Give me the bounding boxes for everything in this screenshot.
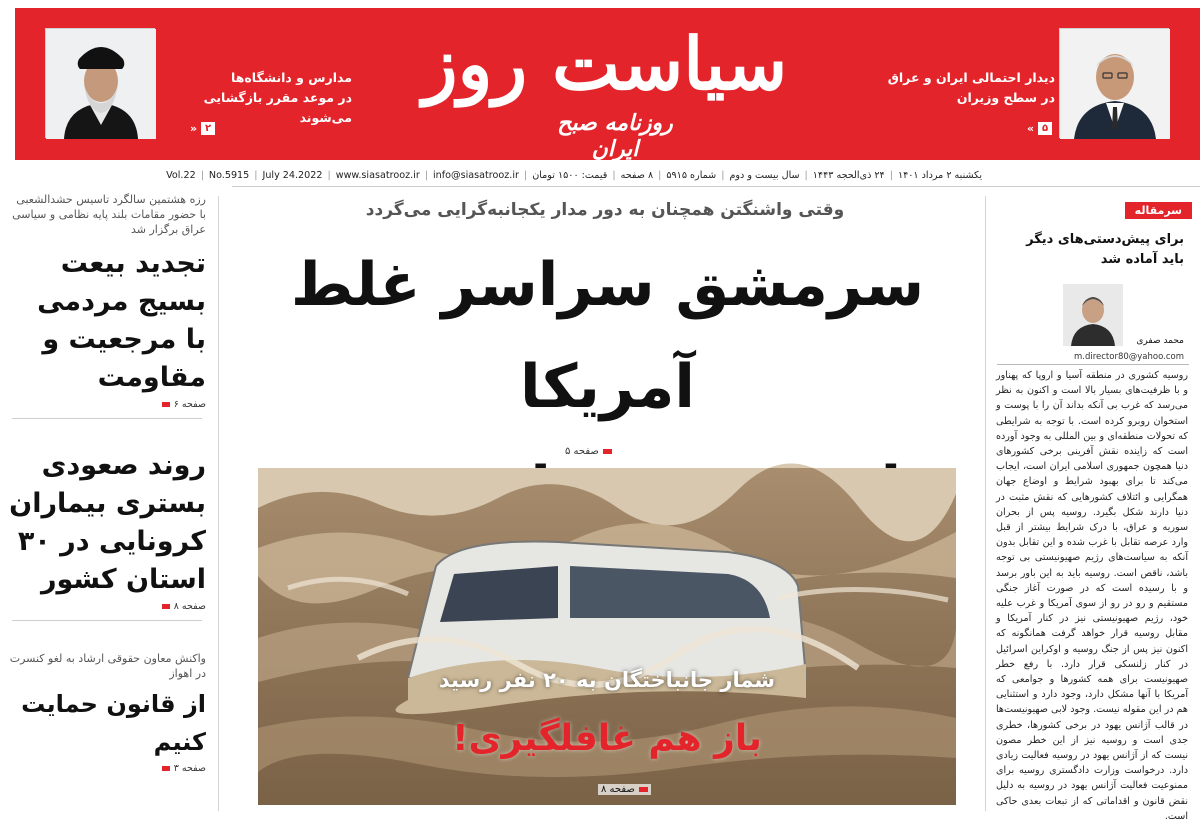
headline-page-ref bbox=[565, 446, 612, 457]
issue-info-bar: یکشنبه ۲ مرداد ۱۴۰۱ | ۲۴ ذی‌الحجه ۱۴۴۳ | سال بیست و دوم | شماره ۵۹۱۵ | ۸ صفحه | قیمت: ۱۵۰۰ تومان | info@siasatrooz.ir | www.siasatrooz.ir | July 24.2022 | No.5915 | Vol.22 bbox=[166, 169, 982, 181]
author-photo bbox=[1063, 284, 1123, 346]
website-link[interactable]: www.siasatrooz.ir bbox=[335, 169, 420, 181]
author-avatar-icon bbox=[1063, 284, 1123, 346]
left-news-column bbox=[8, 192, 206, 811]
headline-line-1: سرمشق سراسر غلط آمریکا bbox=[290, 250, 925, 422]
editorial-title[interactable]: برای پیش‌دستی‌های دیگر باید آماده شد bbox=[1026, 232, 1184, 267]
double-chevron-icon: » bbox=[190, 122, 198, 135]
page-label: صفحه ۸ bbox=[173, 601, 206, 612]
teaser-left-page-number: ۲ bbox=[201, 122, 215, 135]
divider bbox=[12, 418, 202, 419]
double-chevron-icon: « bbox=[1027, 122, 1035, 135]
masthead bbox=[15, 8, 1200, 160]
teaser-left[interactable] bbox=[162, 68, 352, 128]
page-marker-icon bbox=[639, 787, 648, 792]
divider bbox=[997, 364, 1189, 365]
person-portrait-icon bbox=[1060, 29, 1170, 139]
headline-page-label: صفحه ۵ bbox=[565, 446, 599, 457]
author-email[interactable]: m.director80@yahoo.com bbox=[1073, 352, 1184, 362]
person-portrait-icon bbox=[46, 29, 156, 139]
page-marker-icon bbox=[162, 402, 170, 407]
year-label: سال بیست و دوم bbox=[729, 169, 800, 181]
page-label: صفحه ۳ bbox=[173, 763, 206, 774]
news-title[interactable]: از قانون حمایت کنیم bbox=[21, 690, 206, 756]
news-page-ref bbox=[8, 601, 206, 612]
page-marker-icon bbox=[603, 449, 612, 454]
news-item[interactable] bbox=[8, 651, 206, 774]
news-item[interactable] bbox=[8, 447, 206, 612]
main-kicker: وقتی واشنگتن همچنان به دور مدار یکجانبه‌گرایی می‌گردد bbox=[365, 200, 845, 220]
editorial-tag: سرمقاله bbox=[1125, 202, 1192, 219]
teaser-right-line1: دیدار احتمالی ایران و عراق bbox=[887, 70, 1055, 85]
photo-page-ref bbox=[598, 784, 651, 795]
date-hijri: ۲۴ ذی‌الحجه ۱۴۴۳ bbox=[812, 169, 885, 181]
news-page-ref bbox=[8, 399, 206, 410]
teaser-photo-left[interactable] bbox=[45, 28, 155, 138]
photo-page-label: صفحه ۸ bbox=[601, 784, 635, 795]
newspaper-subtitle: روزنامه صبح ایران bbox=[557, 110, 673, 162]
page-label: صفحه ۶ bbox=[173, 399, 206, 410]
author-name: محمد صفری bbox=[1136, 336, 1184, 346]
page-count: ۸ صفحه bbox=[620, 169, 654, 181]
price: قیمت: ۱۵۰۰ تومان bbox=[532, 169, 608, 181]
news-title[interactable]: تجدید بیعت بسیج مردمی با مرجعیت و مقاومت bbox=[37, 248, 206, 393]
page-marker-icon bbox=[162, 766, 170, 771]
teaser-right-page bbox=[1027, 122, 1052, 135]
issue-number-fa: شماره ۵۹۱۵ bbox=[666, 169, 717, 181]
teaser-left-page bbox=[190, 122, 215, 135]
news-page-ref bbox=[8, 763, 206, 774]
divider bbox=[12, 620, 202, 621]
volume: Vol.22 bbox=[166, 169, 196, 181]
teaser-left-line2: در موعد مقرر بازگشایی می‌شوند bbox=[203, 90, 352, 125]
column-divider bbox=[985, 196, 986, 811]
news-kicker: واکنش معاون حقوقی ارشاد به لغو کنسرت در اهواز bbox=[9, 652, 206, 680]
teaser-right-line2: در سطح وزیران bbox=[956, 90, 1055, 105]
news-item[interactable] bbox=[8, 192, 206, 410]
teaser-photo-right[interactable] bbox=[1059, 28, 1169, 138]
teaser-right[interactable] bbox=[865, 68, 1055, 108]
teaser-left-line1: مدارس و دانشگاه‌ها bbox=[231, 70, 352, 85]
divider bbox=[232, 186, 1200, 187]
page-marker-icon bbox=[162, 604, 170, 609]
editorial-body: روسیه کشوری در منطقه آسیا و اروپا که پهناور و با ظرفیت‌های بسیار بالا است و اکنون به نظر می‌رسد که غرب بی آنکه بداند آن را با پوست و استخوان روبرو کرده است. با توجه به شرایطی که تحولات منطقه‌ای و بین المللی به وجود آورده است که زاینده نقش آفرینی برخی کشورهای دنیا همچون جمهوری اسلامی ایران است، ایجاب می‌کند تا برای بهبود شرایط و اوضاع جهان همگرایی و ائتلاف کشورهایی که نقش مثبت در دنیا دارند شکل بگیرد. روسیه پس از بحران سوریه و عراق، با درک شرایط بیشتر از قبل وارد عرصه تقابل با غرب شده و این تقابل بدون آنکه به سیاست‌های رژیم صهیونیستی بی توجه باشد، ناقص است. روسیه باید به این باور برسد و با رسیده است که در صورت آغاز جنگی مستقیم و رو در رو از سوی آمریکا و غرب علیه خود، رژیم صهیونیستی نیز در کنار آمریکا و مقابل روسیه قرار خواهد گرفت همانگونه که اکنون نیز پس از جنگ روسیه و اوکراین اسرائیل در کنار زلنسکی قرار دارد. با رفع خطر صهیونیست برای همه کشورها و جوامعی که آمریکا با آنها مشکل دارد، وجود دارد و استثنایی هم در این مقوله نیست. وجود لابی صهیونیست‌ها در قالب آژانس یهود در برخی کشورها، خطری جدی است و روسیه نیز از این خطر مصون نیست که از آژانس یهود در روسیه فعالیت زیادی دارد. درخواست وزارت دادگستری روسیه برای ممنوعیت فعالیت آژانس یهود در روسیه به دلیل نقض قانون و اقداماتی که از تبعات بعدی حاکی است. bbox=[996, 370, 1188, 822]
news-kicker: رزه هشتمین سالگرد تاسیس حشدالشعبی با حضور مقامات بلند پایه نظامی و سیاسی عراق برگزار شد bbox=[12, 193, 206, 236]
column-divider bbox=[218, 196, 219, 811]
photo-caption-kicker: شمار جانباختگان به ۲۰ نفر رسید bbox=[438, 668, 776, 692]
newspaper-logo: سیاست روز bbox=[422, 21, 788, 106]
news-title[interactable]: روند صعودی بستری بیماران کرونایی در ۳۰ استان کشور bbox=[9, 450, 206, 595]
teaser-right-page-number: ۵ bbox=[1038, 122, 1052, 135]
flood-photo[interactable] bbox=[258, 468, 956, 805]
editorial-column bbox=[995, 200, 1192, 822]
issue-number-en: No.5915 bbox=[208, 169, 250, 181]
date-english: July 24.2022 bbox=[262, 169, 323, 181]
date-persian: یکشنبه ۲ مرداد ۱۴۰۱ bbox=[897, 169, 982, 181]
photo-caption-title[interactable]: باز هم غافلگیری! bbox=[452, 718, 762, 759]
contact-email[interactable]: info@siasatrooz.ir bbox=[433, 169, 519, 181]
